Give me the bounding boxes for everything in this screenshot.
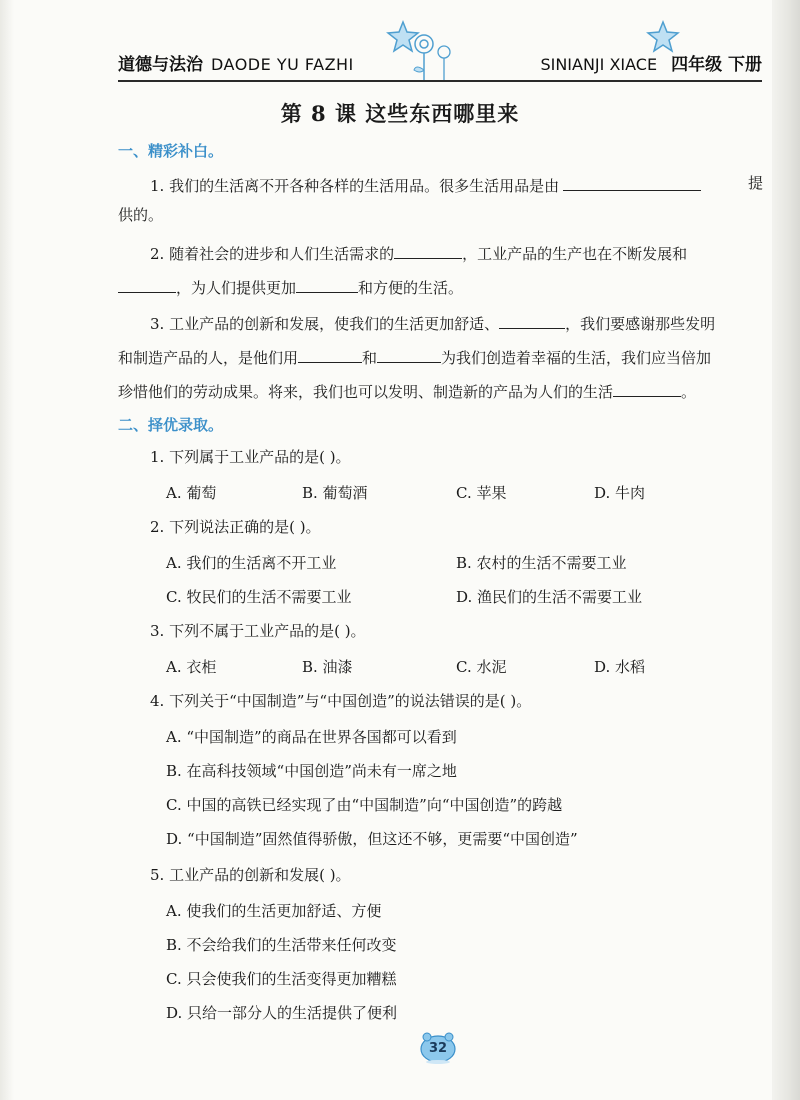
- header-subject-pinyin: DAODE YU FAZHI: [211, 55, 354, 74]
- s1-q2-text-d: 和方便的生活。: [358, 279, 464, 297]
- answer-blank[interactable]: [563, 176, 701, 191]
- s1-q3-text-e: 为我们创造着幸福的生活，我们应当倍加: [441, 349, 712, 367]
- s2-q2-option-c[interactable]: C. 牧民们的生活不需要工业: [166, 588, 352, 606]
- s2-q3-option-b[interactable]: B. 油漆: [302, 658, 353, 676]
- s1-q3-text-c: 和制造产品的人，是他们用: [118, 349, 299, 367]
- s2-q3-option-d[interactable]: D. 水稻: [594, 658, 646, 676]
- s1-q3-line2: [118, 348, 711, 366]
- s2-q5-stem: 5. 工业产品的创新和发展( )。: [150, 866, 351, 884]
- answer-blank[interactable]: [118, 278, 176, 293]
- s1-q3-text-f: 珍惜他们的劳动成果。将来，我们也可以发明、制造新的产品为人们的生活: [118, 383, 614, 401]
- page-number: 32: [428, 1041, 448, 1056]
- s1-q3-text-d: 和: [362, 349, 378, 367]
- s2-q1-option-d[interactable]: D. 牛肉: [594, 484, 646, 502]
- s2-q4-option-d[interactable]: D. “中国制造”固然值得骄傲，但这还不够，更需要“中国创造”: [166, 830, 578, 848]
- s1-q2-text-a: 2. 随着社会的进步和人们生活需求的: [150, 245, 395, 263]
- s2-q4-option-b[interactable]: B. 在高科技领域“中国创造”尚未有一席之地: [166, 762, 457, 780]
- s2-q5-option-c[interactable]: C. 只会使我们的生活变得更加糟糕: [166, 970, 397, 988]
- s1-q3-line1: [150, 314, 715, 332]
- section-fill-in-title: 一、精彩补白。: [118, 142, 224, 160]
- answer-blank[interactable]: [377, 348, 441, 363]
- s1-q2-line1: [150, 244, 687, 262]
- s1-q2-line2: [118, 278, 463, 296]
- header-volume-pinyin: SINIANJI XIACE: [540, 55, 658, 74]
- answer-blank[interactable]: [613, 382, 681, 397]
- header-subject: [118, 50, 354, 75]
- s1-q2-text-b: ，工业产品的生产也在不断发展和: [462, 245, 688, 263]
- s1-q1-text: 1. 我们的生活离不开各种各样的生活用品。很多生活用品是由: [150, 177, 560, 195]
- flower-icon: [410, 32, 456, 82]
- answer-blank[interactable]: [296, 278, 358, 293]
- s2-q2-stem: 2. 下列说法正确的是( )。: [150, 518, 321, 536]
- s2-q1-stem: 1. 下列属于工业产品的是( )。: [150, 448, 351, 466]
- answer-blank[interactable]: [394, 244, 462, 259]
- section-multiple-choice-title: 二、择优录取。: [118, 416, 224, 434]
- s1-q1-line1: [150, 176, 701, 194]
- s2-q1-option-b[interactable]: B. 葡萄酒: [302, 484, 368, 502]
- header-rule: [118, 80, 762, 82]
- s1-q3-text-b: ，我们要感谢那些发明: [565, 315, 716, 333]
- header-grade: 四年级 下册: [671, 55, 762, 75]
- s2-q4-option-a[interactable]: A. “中国制造”的商品在世界各国都可以看到: [166, 728, 457, 746]
- s1-q3-text-g: 。: [681, 383, 697, 401]
- lesson-title: 第 8 课 这些东西哪里来: [280, 101, 520, 126]
- s2-q2-option-a[interactable]: A. 我们的生活离不开工业: [166, 554, 337, 572]
- s1-q3-text-a: 3. 工业产品的创新和发展，使我们的生活更加舒适、: [150, 315, 500, 333]
- header-volume: [540, 50, 762, 75]
- s2-q5-option-a[interactable]: A. 使我们的生活更加舒适、方便: [166, 902, 382, 920]
- book-spine-edge: [772, 0, 800, 1100]
- star-icon: [646, 20, 680, 54]
- s2-q2-option-d[interactable]: D. 渔民们的生活不需要工业: [456, 588, 643, 606]
- page-number-badge: [418, 1032, 458, 1064]
- answer-blank[interactable]: [499, 314, 565, 329]
- s2-q1-option-a[interactable]: A. 葡萄: [166, 484, 217, 502]
- s1-q1-end: 提: [748, 174, 764, 192]
- s2-q2-option-b[interactable]: B. 农村的生活不需要工业: [456, 554, 627, 572]
- s2-q5-option-d[interactable]: D. 只给一部分人的生活提供了便利: [166, 1004, 398, 1022]
- s1-q3-line3: [118, 382, 696, 400]
- answer-blank[interactable]: [298, 348, 362, 363]
- s1-q1-line2: 供的。: [118, 206, 164, 224]
- running-header: [118, 40, 762, 82]
- s1-q2-text-c: ，为人们提供更加: [176, 279, 297, 297]
- s2-q3-option-a[interactable]: A. 衣柜: [166, 658, 217, 676]
- page-edge-shadow: [0, 0, 14, 1100]
- s2-q4-option-c[interactable]: C. 中国的高铁已经实现了由“中国制造”向“中国创造”的跨越: [166, 796, 563, 814]
- s2-q3-option-c[interactable]: C. 水泥: [456, 658, 507, 676]
- s2-q4-stem: 4. 下列关于“中国制造”与“中国创造”的说法错误的是( )。: [150, 692, 532, 710]
- s2-q1-option-c[interactable]: C. 苹果: [456, 484, 507, 502]
- header-subject-cn: 道德与法治: [118, 55, 203, 75]
- s2-q5-option-b[interactable]: B. 不会给我们的生活带来任何改变: [166, 936, 397, 954]
- s2-q3-stem: 3. 下列不属于工业产品的是( )。: [150, 622, 366, 640]
